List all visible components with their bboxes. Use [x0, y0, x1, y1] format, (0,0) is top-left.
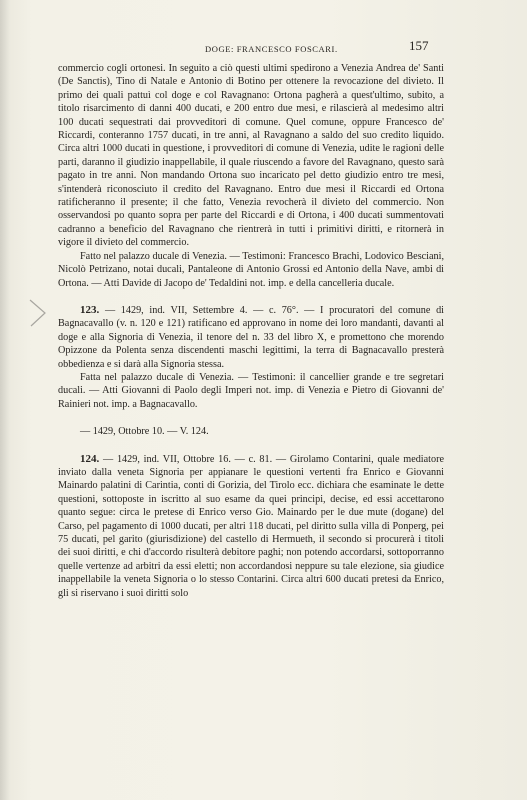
pencil-margin-mark — [28, 298, 48, 328]
entry-number: 124. — [80, 452, 100, 465]
paragraph-continued-entry: commercio cogli ortonesi. In seguito a ciò questi ultimi spedirono a Venezia Andrea de' Santi (De Sanctis), Tino di Natale e Antonio di Botino per ottenere la revocazione del divieto. Il primo dei quali pattuì col doge e col Ravagnano: Ortona pagherà a quest'ultimo, subito, a titolo risarcimento di danni 400 ducati, e 200 entro due mesi, e rilascierà al medesimo altri 100 ducati sequestrati dai provveditori di comune. Quel comune, oppure Francesco de' Riccardi, conteranno 1757 ducati, in tre anni, al Ravagnano a saldo del suo credito liquido. Circa altri 1000 ducati in questione, i provveditori di comune di Venezia, udite le ragioni delle parti, daranno il giudizio inappellabile, il quale riuscendo a favore del Ravagnano, questo sarà pagato in tre anni. Non mandando Ortona suo incaricato pel detto giudizio entro tre mesi, s'intenderà riconosciuto il credito del Ravagnano. Entro due mesi il Riccardi ed Ortona ratificheranno il presente; il che fatto, Venezia revocherà il divieto del commercio. Non osservandosi po quanto sopra per parte del Riccardi e di Ortona, i 400 ducati summentovati cadranno a beneficio del Ravagnano che rientrerà in tutti i primitivi diritti, e ritornerà in vigore il divieto del commercio. — [58, 63, 444, 249]
body-text — [58, 62, 444, 600]
page-number: 157 — [409, 38, 429, 53]
entry-123 — [58, 304, 444, 371]
cross-reference: — 1429, Ottobre 10. — V. 124. — [80, 426, 209, 438]
entry-text: — 1429, ind. VII, Settembre 4. — c. 76°. — I procuratori del comune di Bagnacavallo (v. n. 120 e 121) ratificano ed approvano in nome dei loro mandanti, davanti al doge e alla Signoria di Venezia, il tenore del n. 33 del libro X, e promettono che morendo Opizzone da Polenta senza discendenti maschi legittimi, la terra di Bagnacavallo presterà obbedienza e si darà alla Signoria stessa. — [58, 304, 445, 370]
entry-124 — [58, 453, 444, 600]
running-head: DOGE: FRANCESCO FOSCARI. — [205, 44, 338, 54]
paragraph-witnesses: Fatta nel palazzo ducale di Venezia. — Testimoni: il cancellier grande e tre segretari ducali. — Atti Giovanni di Paolo degli Imperi not. imp. di Venezia e Pietro di Giovanni de' Rainieri not. imp. a Bagnacavallo. — [58, 371, 444, 410]
paragraph-witnesses: Fatto nel palazzo ducale di Venezia. — Testimoni: Francesco Brachi, Lodovico Besciani, Nicolò Petrizano, notai ducali, Pantaleone di Antonio Grossi ed Antonio della Nave, ambi di Ortona. — Atti Davide di Jacopo de' Tedaldini not. imp. e della cancelleria ducale. — [58, 250, 444, 289]
page-gutter-shadow — [0, 0, 10, 800]
entry-number: 123. — [80, 303, 100, 316]
entry-text: — 1429, ind. VII, Ottobre 16. — c. 81. — Girolamo Contarini, quale mediatore inviato dalla veneta Signoria per appianare le questioni vertenti fra Enrico e Giovanni Mainardo palatini di Carintia, conti di Gorizia, del Tirolo ecc. dichiara che esaminate le dette questioni, sottoposte in iscritto al suo esame da quei principi, decise, ed essi accettarono quanto segue: circa le pretese di Enrico verso Gio. Mainardo per le due mute (dogane) del Carso, pel pagamento di 1000 ducati, per altri 118 ducati, pel diritto sulla villa di Ponperg, pei 75 ducati, pel garito (giurisdizione) del castello di Hermueth, il secondo si procurerà i titoli dei suoi diritti, e chi d'accordo risulterà debitore paghi; non potendo accordarsi, sottoporranno quelle vertenze ad arbitri da essi eletti; non accordandosi neppure su tale elezione, sia giudice inappellabile la veneta Signoria o lo stesso Contarini. Circa altri 600 ducati pretesi da Enrico, gli si riservano i suoi diritti solo — [58, 453, 444, 599]
